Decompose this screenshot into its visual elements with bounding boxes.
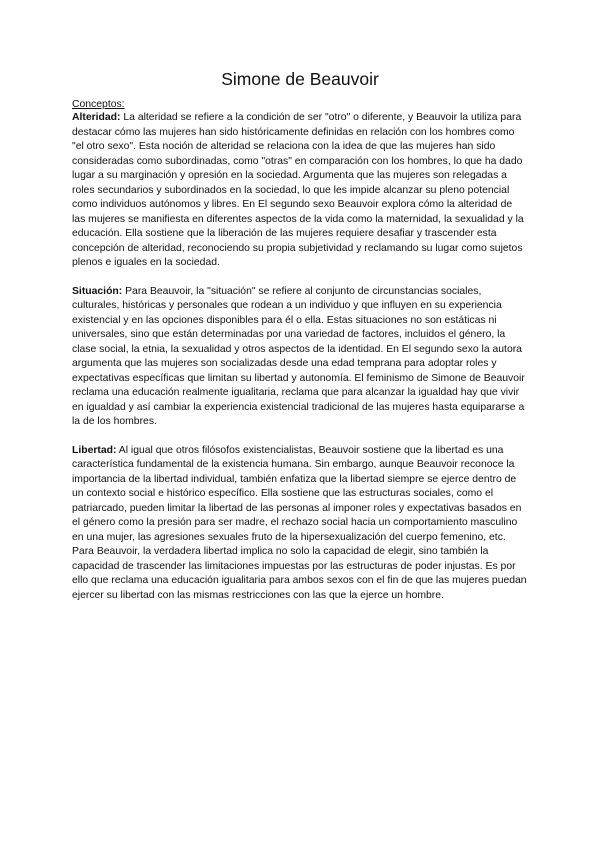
concept-term: Situación: (72, 285, 123, 297)
concept-paragraph-situacion (72, 285, 528, 430)
concept-paragraph-libertad (72, 444, 528, 604)
concept-term: Alteridad: (72, 112, 121, 123)
concept-text: Al igual que otros filósofos existencialistas, Beauvoir sostiene que la libertad es una característica fundamental de la existencia humana. Sin embargo, aunque Beauvoir reconoce la importancia de la libertad individual, también enfatiza que la libertad siempre se ejerce dentro de un contexto social e histórico específico. Ella sostiene que las estructuras sociales, como el patriarcado, pueden limitar la libertad de las personas al imponer roles y expectativas basados en el género como la presión para ser madre, el rechazo social hacia un comportamiento masculino en una mujer, las agresiones sexuales fruto de la hipersexualización del cuerpo femenino, etc. Para Beauvoir, la verdadera libertad implica no solo la capacidad de elegir, sino también la capacidad de trascender las limitaciones impuestas por las estructuras de poder injustas. Es por ello que reclama una educación igualitaria para ambos sexos con el fin de que las mujeres puedan ejercer su libertad con las mismas restricciones con las que la ejerce un hombre. (72, 444, 527, 601)
concept-text: Para Beauvoir, la "situación" se refiere al conjunto de circunstancias sociales, culturales, históricas y personales que rodean a un individuo y que influyen en su experiencia existencial y en las opciones disponibles para él o ella. Estas situaciones no son estáticas ni universales, sino que están determinadas por una variedad de factores, incluidos el género, la clase social, la etnia, la sexualidad y otros aspectos de la identidad. En El segundo sexo la autora argumenta que las mujeres son socializadas desde una edad temprana para adoptar roles y expectativas específicas que limitan su libertad y autonomía. El feminismo de Simone de Beauvoir reclama una educación realmente igualitaria, reclama que para alcanzar la igualdad hay que vivir en igualdad y así cambiar la experiencia existencial tradicional de las mujeres hasta equipararse a la de los hombres. (72, 285, 525, 427)
document-title: Simone de Beauvoir (221, 69, 379, 89)
concept-paragraph-alteridad (72, 111, 528, 271)
document-page (72, 68, 528, 603)
concept-term: Libertad: (72, 444, 117, 456)
concepts-heading: Conceptos: (72, 99, 125, 110)
concept-text: La alteridad se refiere a la condición de ser "otro" o diferente, y Beauvoir la utiliza para destacar cómo las mujeres han sido históricamente definidas en relación con los hombres como "el otro sexo". Esta noción de alteridad se relaciona con la idea de que las mujeres han sido consideradas como subordinadas, como "otras" en comparación con los hombres, lo que ha dado lugar a su marginación y opresión en la sociedad. Argumenta que las mujeres son relegadas a roles secundarios y subordinados en la sociedad, lo que les impide alcanzar su pleno potencial como individuos autónomos y libres. En El segundo sexo Beauvoir explora cómo la alteridad de las mujeres se manifiesta en diferentes aspectos de la vida como la maternidad, la sexualidad y la educación. Ella sostiene que la liberación de las mujeres requiere desafiar y trascender esta concepción de alteridad, reconociendo su propia subjetividad y reclamando su lugar como sujetos plenos e iguales en la sociedad. (72, 112, 524, 268)
